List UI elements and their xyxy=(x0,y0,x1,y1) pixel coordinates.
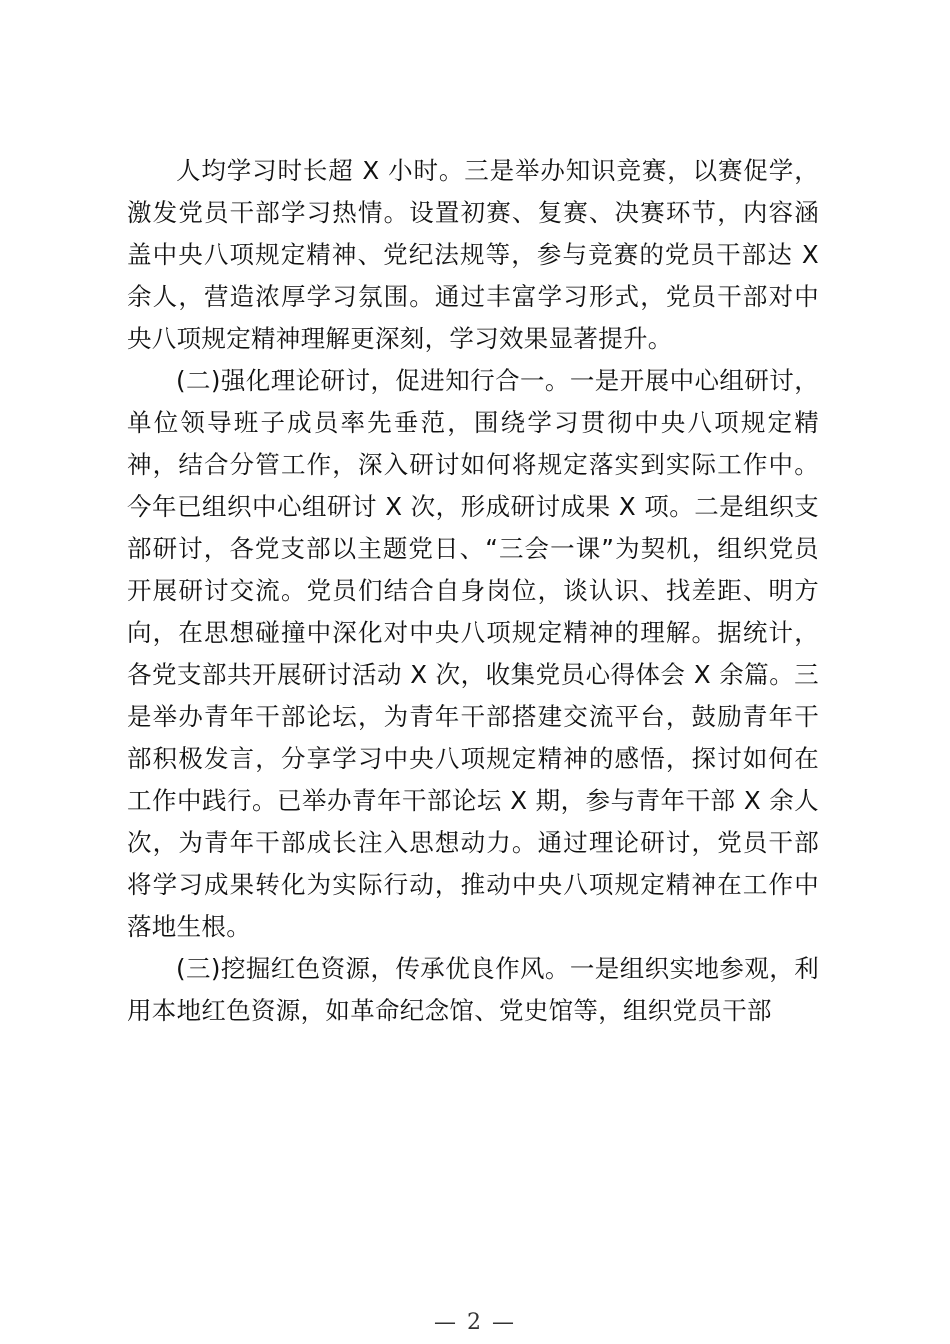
body-paragraph: 人均学习时长超 X 小时。三是举办知识竞赛，以赛促学，激发党员干部学习热情。设置初赛、复赛、决赛环节，内容涵盖中央八项规定精神、党纪法规等，参与竞赛的党员干部达 X 余人，营造浓厚学习氛围。通过丰富学习形式，党员干部对中央八项规定精神理解更深刻，学习效果显著提升。 xyxy=(127,156,819,353)
body-paragraph: (三)挖掘红色资源，传承优良作风。一是组织实地参观，利用本地红色资源，如革命纪念馆、党史馆等，组织党员干部 xyxy=(127,954,819,1025)
page-number: — 2 — xyxy=(434,1310,516,1335)
document-body xyxy=(127,150,819,1032)
body-paragraph: (二)强化理论研讨，促进知行合一。一是开展中心组研讨，单位领导班子成员率先垂范，围绕学习贯彻中央八项规定精神，结合分管工作，深入研讨如何将规定落实到实际工作中。今年已组织中心组研讨 X 次，形成研讨成果 X 项。二是组织支部研讨，各党支部以主题党日、“三会一课”为契机，组织党员开展研讨交流。党员们结合自身岗位，谈认识、找差距、明方向，在思想碰撞中深化对中央八项规定精神的理解。据统计，各党支部共开展研讨活动 X 次，收集党员心得体会 X 余篇。三是举办青年干部论坛，为青年干部搭建交流平台，鼓励青年干部积极发言，分享学习中央八项规定精神的感悟，探讨如何在工作中践行。已举办青年干部论坛 X 期，参与青年干部 X 余人次，为青年干部成长注入思想动力。通过理论研讨，党员干部将学习成果转化为实际行动，推动中央八项规定精神在工作中落地生根。 xyxy=(127,366,819,941)
